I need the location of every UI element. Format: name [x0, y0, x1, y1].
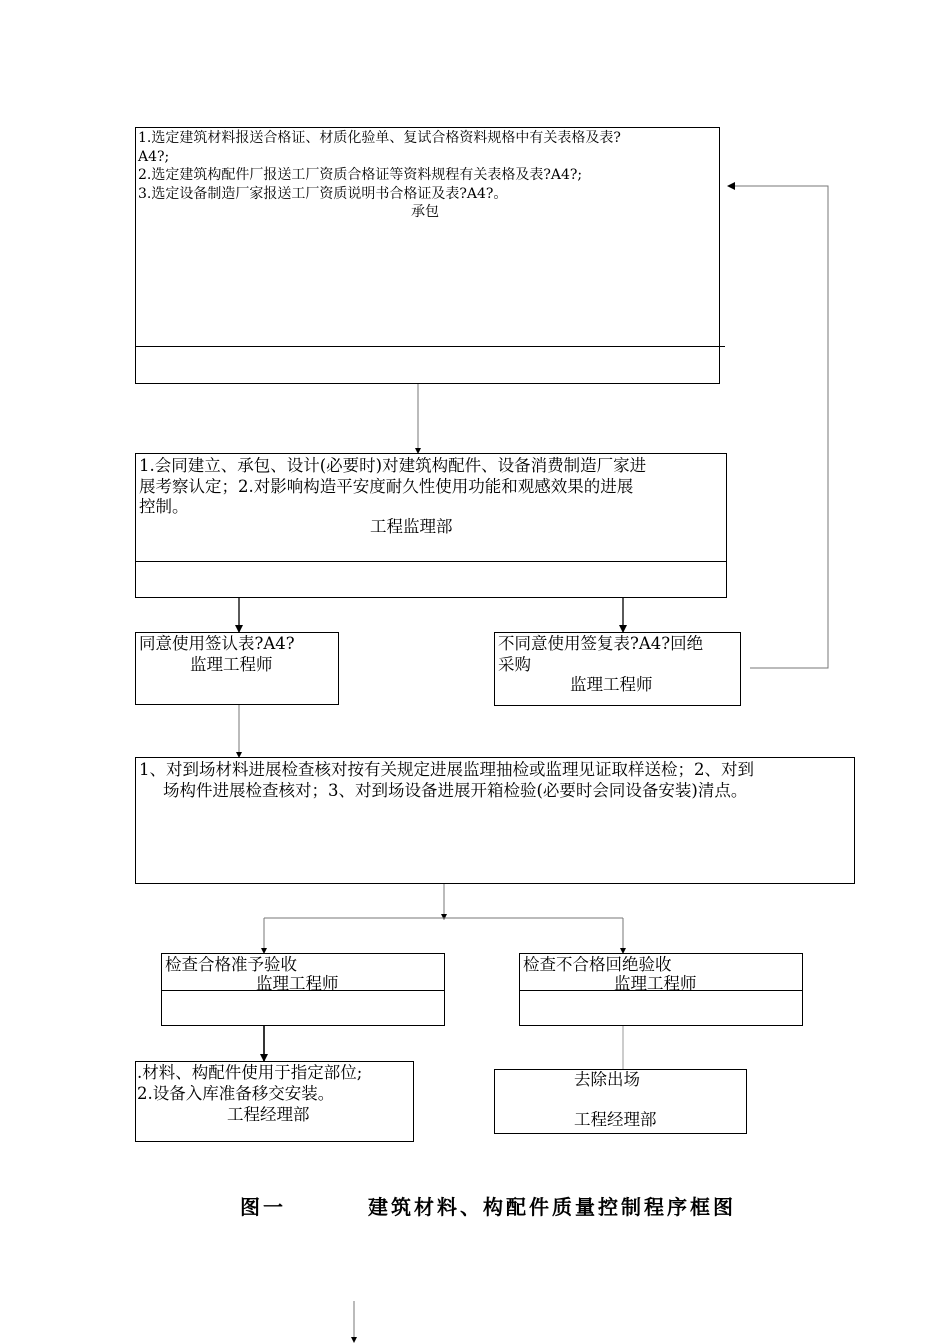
box2-role: 工程监理部 [370, 517, 453, 536]
box2-line1: 1.会同建立、承包、设计(必要时)对建筑构配件、设备消费制造厂家进 [139, 456, 647, 475]
box4-line1: 1、对到场材料进展检查核对按有关规定进展监理抽检或监理见证取样送检；2、对到 [139, 760, 754, 779]
fail-line1: 检查不合格回绝验收 [523, 955, 672, 974]
disagree-line1: 不同意使用签复表?A4?回绝 [498, 634, 704, 653]
figure-number: 图一 [240, 1195, 286, 1219]
box1-line1: 1.选定建筑材料报送合格证、材质化验单、复试合格资料规格中有关表格及表? [138, 130, 621, 146]
arrow-disagree-loop-to-box1 [728, 186, 828, 668]
box-supervision-divider [135, 561, 727, 562]
use-role: 工程经理部 [227, 1105, 310, 1124]
box2-line2: 展考察认定；2.对影响构造平安度耐久性使用功能和观感效果的进展 [139, 477, 634, 496]
box1-role: 承包 [411, 204, 439, 220]
disagree-role: 监理工程师 [570, 675, 653, 694]
remove-role: 工程经理部 [574, 1110, 657, 1129]
pass-line1: 检查合格准予验收 [165, 955, 297, 974]
remove-line1: 去除出场 [574, 1070, 640, 1089]
box4-line2: 场构件进展检查核对；3、对到场设备进展开箱检验(必要时会同设备安装)清点。 [163, 781, 748, 800]
box1-line4: 3.选定设备制造厂家报送工厂资质说明书合格证及表?A4?。 [138, 186, 508, 202]
box1-line3: 2.选定建筑构配件厂报送工厂资质合格证等资料规程有关表格及表?A4?; [138, 167, 583, 183]
fail-role: 监理工程师 [614, 974, 697, 993]
use-line1: .材料、构配件使用于指定部位; [137, 1063, 363, 1082]
figure-title: 建筑材料、构配件质量控制程序框图 [368, 1195, 736, 1219]
disagree-line2: 采购 [498, 655, 531, 674]
use-line2: 2.设备入库准备移交安装。 [137, 1084, 335, 1103]
agree-line1: 同意使用签认表?A4? [139, 634, 295, 653]
agree-role: 监理工程师 [190, 655, 273, 674]
box2-line3: 控制。 [139, 497, 189, 516]
pass-role: 监理工程师 [256, 974, 339, 993]
box1-line2: A4?; [138, 149, 170, 165]
box-contractor-divider [135, 346, 725, 347]
